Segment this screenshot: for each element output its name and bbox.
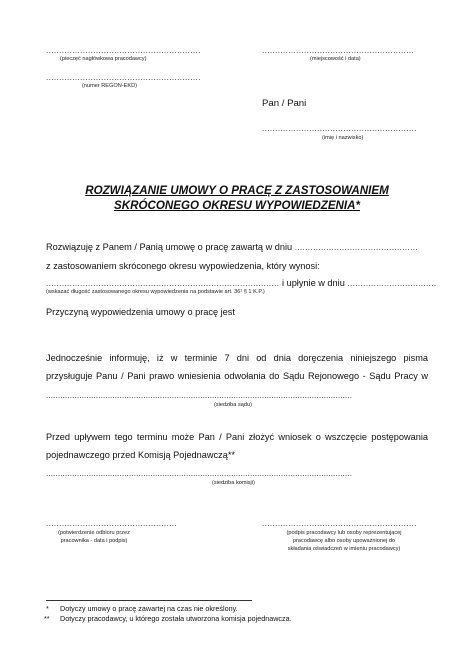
regon-dotted-line: ........................................................... (46, 73, 201, 82)
termination-statement-text: Rozwiązuję z Panem / Panią umowę o pracę zawartą w dniu (46, 242, 293, 252)
reason-label: Przyczyną wypowiedzenia umowy o pracę jest (46, 307, 235, 317)
appeal-info-line-2: przysługuje Panu / Pani prawo wniesienia odwołania do Sądu Rejonowego - Sądu Pracy w (46, 371, 428, 381)
employer-signature-caption-3: składania oświadczeń w imieniu pracodawcy) (287, 546, 401, 552)
footnote-2-text: Dotyczy pracodawcy, u którego została utworzona komisja pojednawcza. (60, 614, 292, 623)
footnote-1-text: Dotyczy umowy o pracę zawartej na czas nie określony. (60, 604, 238, 613)
notice-length-dotted-line: ......................................................................................... (46, 279, 280, 288)
employee-receipt-caption-2: pracownika - data i podpis) (60, 538, 128, 544)
employee-name-dotted-line: ........................................................... (262, 124, 417, 133)
termination-statement (46, 242, 418, 252)
notice-period-caption: (wskazać długość zastosowanego okresu wypowiedzenia na podstawie art. 36¹ § 1 K.P.) (46, 289, 265, 295)
expiry-date-dotted-line: .................................. (347, 279, 437, 288)
commission-seat-dotted-line: ................................................................................................................................. (46, 469, 353, 478)
employer-stamp-dotted-line: ........................................................... (46, 46, 201, 55)
footnote-1-mark: * (46, 604, 49, 613)
footnote-separator (46, 600, 252, 601)
document-title-line-2: SKRÓCONEGO OKRESU WYPOWIEDZENIA* (113, 199, 361, 212)
employer-signature-dotted-line: ........................................................... (262, 519, 417, 528)
employer-signature-caption-2: pracodawcę albo osoby upoważnionej do (292, 538, 396, 544)
employee-receipt-caption-1: (potwierdzenie odbioru przez (58, 530, 130, 536)
employer-signature-caption-1: (podpis pracodawcy lub osoby reprezentującej (286, 530, 402, 536)
conciliation-info-line-2: pojednawczego przed Komisją Pojednawczą** (46, 450, 235, 460)
footnote-2-mark: ** (44, 614, 50, 623)
conciliation-info-line-1: Przed upływem tego terminu może Pan / Pani złożyć wniosek o wszczęcie postępowania (46, 432, 428, 442)
contract-date-dotted-line: ............................................... (294, 243, 418, 252)
place-date-dotted-line: .......................................................... (262, 46, 415, 55)
document-title-line-1: ROZWIĄZANIE UMOWY O PRACĘ Z ZASTOSOWANIEM (85, 184, 389, 197)
regon-caption: (numer REGON-EKD) (82, 83, 138, 89)
place-date-caption: (miejscowość i data) (310, 56, 361, 62)
employee-receipt-dotted-line: .................................................. (46, 519, 178, 528)
employer-stamp-caption: (pieczęć nagłówkowa pracodawcy) (60, 56, 147, 62)
commission-seat-caption: (siedziba komisji) (212, 480, 255, 486)
employee-name-caption: (imię i nazwisko) (322, 135, 364, 141)
notice-period-row (46, 278, 437, 288)
notice-period-label: z zastosowaniem skróconego okresu wypowiedzenia, który wynosi: (46, 261, 320, 271)
appeal-info-line-1: Jednocześnie informuję, iż w terminie 7 dni od dnia doręczenia niniejszego pisma (46, 353, 428, 363)
addressee-label: Pan / Pani (262, 98, 307, 109)
court-seat-caption: (siedziba sądu) (214, 402, 252, 408)
expiry-label: i upłynie w dniu (281, 278, 345, 288)
court-seat-dotted-line: ................................................................................................................................. (46, 391, 353, 400)
